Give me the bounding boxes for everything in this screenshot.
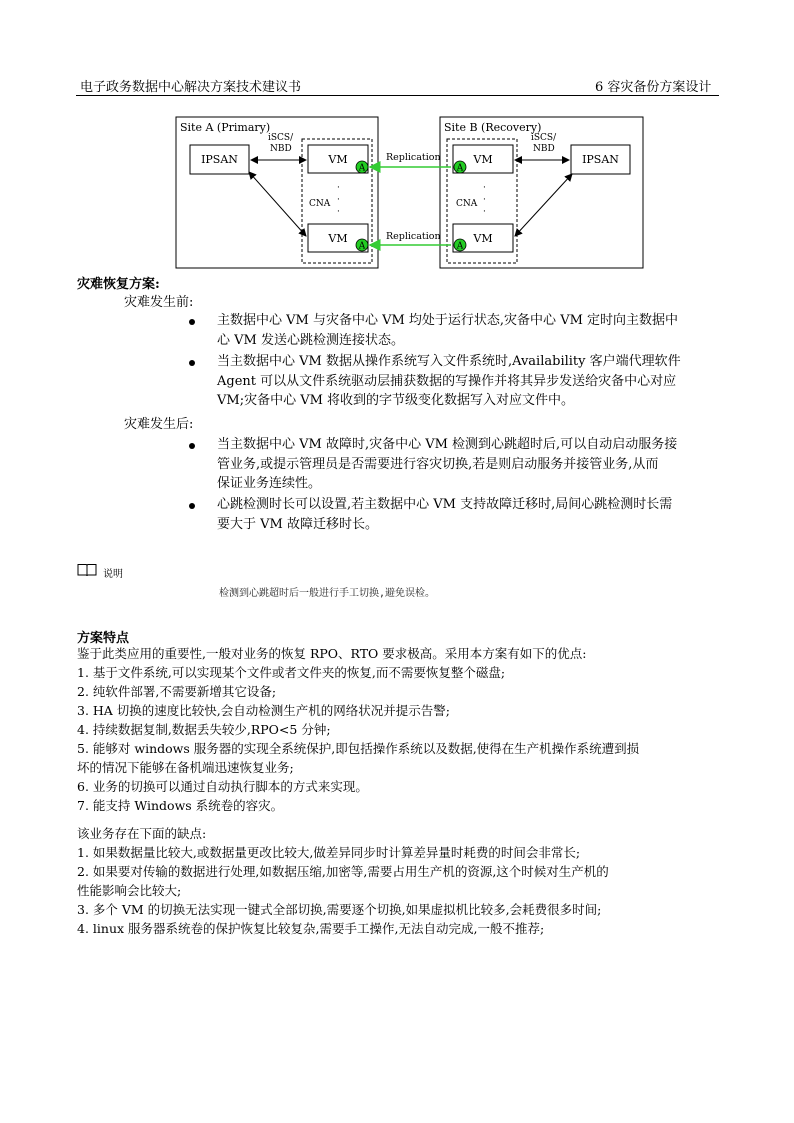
bullet-line: 当主数据中心 VM 故障时,灾备中心 VM 检测到心跳超时后,可以自动启动服务接	[217, 437, 678, 452]
book-icon	[77, 563, 97, 577]
list-item: 3. HA 切换的速度比较快,会自动检测生产机的网络状况并提示告警;	[77, 703, 450, 718]
site-a-cna-label: CNA	[309, 199, 331, 209]
site-b-iscsi-label-2: NBD	[533, 144, 555, 154]
site-b-agent-label-top: A	[456, 163, 464, 174]
list-item: 2. 如果要对传输的数据进行处理,如数据压缩,加密等,需要占用生产机的资源,这个时候对生产机的	[77, 864, 609, 879]
site-a-vm-top-label: VM	[328, 153, 348, 166]
site-b-ellipsis: ·	[483, 183, 486, 193]
bullet-line: 保证业务连续性。	[217, 476, 322, 491]
site-b-vm-bottom-label: VM	[473, 232, 493, 245]
bullet-icon	[189, 319, 195, 325]
site-b-iscsi-label-1: iSCS/	[531, 133, 557, 143]
advantages-block	[77, 644, 719, 815]
list-item: 4. linux 服务器系统卷的保护恢复比较复杂,需要手工操作,无法自动完成,一般不推荐;	[77, 921, 545, 936]
site-b-agent-label-bottom: A	[456, 241, 464, 252]
site-b-vm-top-label: VM	[473, 153, 493, 166]
site-a-ellipsis: ·	[337, 195, 340, 205]
intro-line: 该业务存在下面的缺点:	[77, 826, 207, 841]
section-title: 方案特点	[77, 631, 130, 646]
list-item: 5. 能够对 windows 服务器的实现全系统保护,即包括操作系统以及数据,使得在生产机操作系统遭到损	[77, 741, 640, 756]
bullet-line: 当主数据中心 VM 数据从操作系统写入文件系统时,Availability 客户端代理软件	[217, 354, 681, 369]
site-b-cna-label: CNA	[456, 199, 478, 209]
list-item: 2. 纯软件部署,不需要新增其它设备;	[77, 684, 277, 699]
header-right: 6 容灾备份方案设计	[595, 80, 712, 95]
bullet-icon	[189, 360, 195, 366]
site-b-vm-ipsan-link	[515, 174, 572, 236]
header-left: 电子政务数据中心解决方案技术建议书	[80, 80, 302, 95]
before-label: 灾难发生前:	[124, 295, 194, 310]
bullet-line: 主数据中心 VM 与灾备中心 VM 均处于运行状态,灾备中心 VM 定时向主数据中	[217, 313, 679, 328]
bullet-item	[217, 495, 719, 534]
section-title: 灾难恢复方案:	[77, 277, 160, 292]
bullet-item	[217, 435, 719, 494]
site-a-ellipsis: ·	[337, 183, 340, 193]
bullet-icon	[189, 503, 195, 509]
site-a-label: Site A (Primary)	[180, 121, 271, 134]
site-b-ellipsis: ·	[483, 195, 486, 205]
bullet-line: 要大于 VM 故障迁移时长。	[217, 516, 378, 532]
list-item: 1. 基于文件系统,可以实现某个文件或者文件夹的恢复,而不需要恢复整个磁盘;	[77, 665, 506, 680]
site-a-vm-bottom-label: VM	[328, 232, 348, 245]
bullet-line: 管业务,或提示管理员是否需要进行容灾切换,若是则启动服务并接管业务,从而	[217, 456, 659, 472]
note-label: 说明	[103, 569, 123, 580]
list-item: 6. 业务的切换可以通过自动执行脚本的方式来实现。	[77, 779, 368, 794]
site-a-iscsi-label-2: NBD	[270, 144, 292, 154]
list-item: 坏的情况下能够在备机端迅速恢复业务;	[77, 760, 294, 775]
intro-line: 鉴于此类应用的重要性,一般对业务的恢复 RPO、RTO 要求极高。采用本方案有如下的优点:	[77, 646, 587, 661]
bullet-line: VM;灾备中心 VM 将收到的字节级变化数据写入对应文件中。	[217, 393, 575, 408]
disadvantages-block	[77, 824, 719, 938]
site-b-ellipsis: ·	[483, 207, 486, 217]
list-item: 1. 如果数据量比较大,或数据量更改比较大,做差异同步时计算差异量时耗费的时间会非常长;	[77, 845, 581, 860]
list-item: 性能影响会比较大;	[77, 883, 182, 898]
site-a-ellipsis: ·	[337, 207, 340, 217]
list-item: 4. 持续数据复制,数据丢失较少,RPO<5 分钟;	[77, 722, 331, 737]
site-a-iscsi-label-1: iSCS/	[268, 133, 294, 143]
site-b-ipsan-label: IPSAN	[582, 153, 619, 166]
bullet-line: 心 VM 发送心跳检测连接状态。	[217, 332, 404, 348]
site-a-agent-label-bottom: A	[358, 241, 366, 252]
replication-label-top: Replication	[386, 152, 441, 163]
replication-label-bottom: Replication	[386, 231, 441, 242]
note-text: 检测到心跳超时后一般进行手工切换,避免误检。	[219, 588, 436, 599]
site-a-agent-label-top: A	[358, 163, 366, 174]
bullet-item	[217, 311, 719, 350]
bullet-line: 心跳检测时长可以设置,若主数据中心 VM 支持故障迁移时,局间心跳检测时长需	[217, 497, 673, 512]
after-label: 灾难发生后:	[124, 417, 194, 432]
site-a-ipsan-label: IPSAN	[201, 153, 238, 166]
bullet-line: Agent 可以从文件系统驱动层捕获数据的写操作并将其异步发送给灾备中心对应	[217, 373, 677, 389]
bullet-icon	[189, 443, 195, 449]
replication-diagram	[0, 0, 794, 280]
site-b-label: Site B (Recovery)	[444, 121, 542, 134]
list-item: 3. 多个 VM 的切换无法实现一键式全部切换,需要逐个切换,如果虚拟机比较多,会耗费很多时间;	[77, 902, 602, 917]
list-item: 7. 能支持 Windows 系统卷的容灾。	[77, 798, 284, 813]
bullet-item	[217, 352, 719, 411]
site-a-ipsan-vm-link	[249, 172, 306, 236]
